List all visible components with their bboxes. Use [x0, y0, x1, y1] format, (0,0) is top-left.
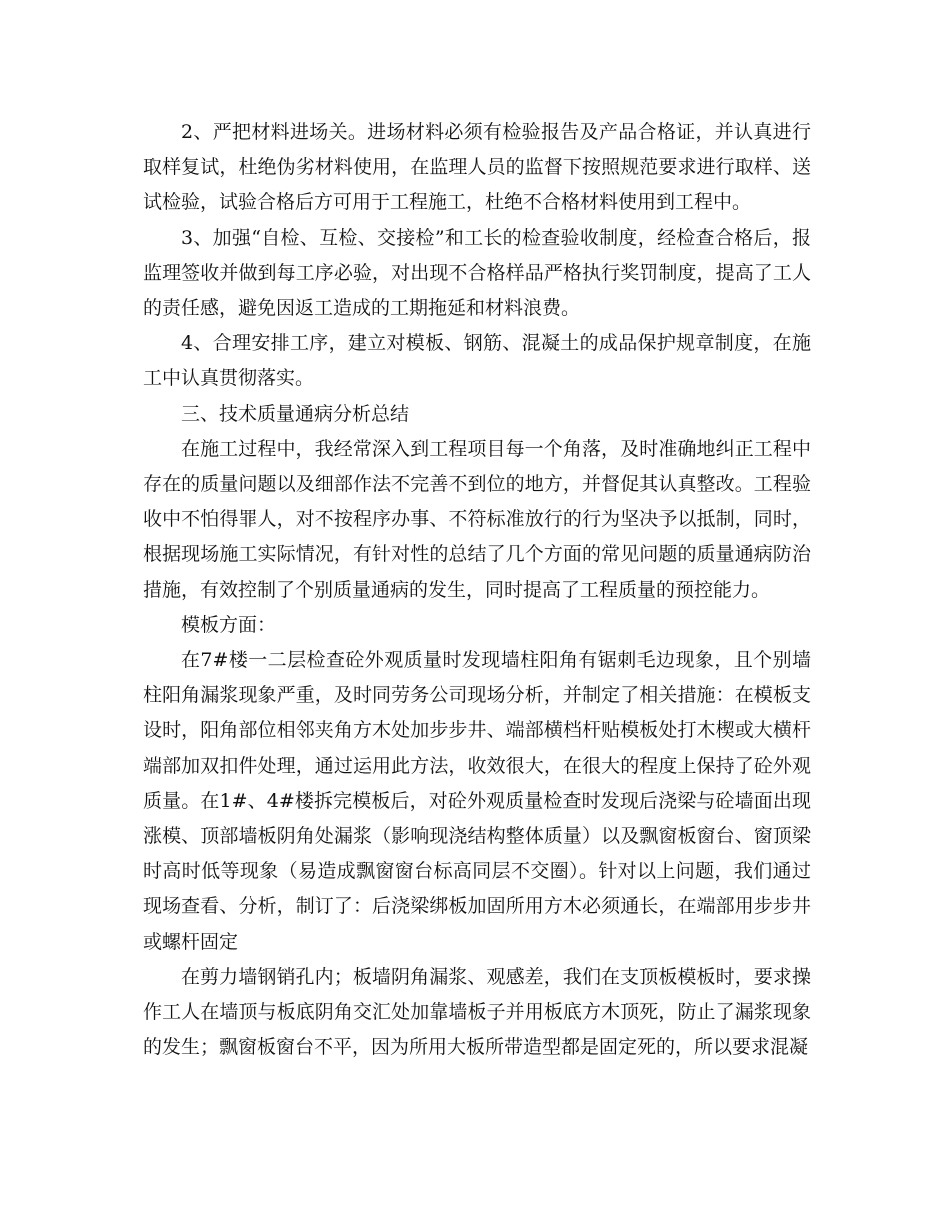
paragraph-construction-process: 在施工过程中，我经常深入到工程项目每一个角落，及时准确地纠正工程中存在的质量问题以及细部作法不完善不到位的地方，并督促其认真整改。工程验收中不怕得罪人，对不按程序办事、不符标准放行的行为坚决予以抵制，同时，根据现场施工实际情况，有针对性的总结了几个方面的常见问题的质量通病防治措施，有效控制了个别质量通病的发生，同时提高了工程质量的预控能力。: [143, 437, 811, 601]
document-body: [143, 115, 811, 1065]
subheading-formwork: 模板方面：: [181, 613, 277, 636]
paragraph-shear-wall: 在剪力墙钢销孔内；板墙阴角漏浆、观感差，我们在支顶板模板时，要求操作工人在墙顶与板底阴角交汇处加靠墙板子并用板底方木顶死，防止了漏浆现象的发生；飘窗板窗台不平，因为所用大板所带造型都是固定死的，所以要求混凝: [143, 965, 811, 1059]
paragraph-process-arrangement: 4、合理安排工序，建立对模板、钢筋、混凝土的成品保护规章制度，在施工中认真贯彻落实。: [143, 332, 811, 390]
paragraph-material-inspection: 2、严把材料进场关。进场材料必须有检验报告及产品合格证，并认真进行取样复试，杜绝伪劣材料使用，在监理人员的监督下按照规范要求进行取样、送试检验，试验合格后方可用于工程施工，杜绝不合格材料使用到工程中。: [143, 121, 811, 214]
paragraph-formwork-issues: 在7#楼一二层检查砼外观质量时发现墙柱阳角有锯刺毛边现象，且个别墙柱阳角漏浆现象严重，及时同劳务公司现场分析，并制定了相关措施：在模板支设时，阳角部位相邻夹角方木处加步步井、端部横档杆贴模板处打木楔或大横杆端部加双扣件处理，通过运用此方法，收效很大，在很大的程度上保持了砼外观质量。在1#、4#楼拆完模板后，对砼外观质量检查时发现后浇梁与砼墙面出现涨模、顶部墙板阴角处漏浆（影响现浇结构整体质量）以及飘窗板窗台、窗顶梁时高时低等现象（易造成飘窗窗台标高同层不交圈）。针对以上问题，我们通过现场查看、分析，制订了：后浇梁绑板加固所用方木必须通长，在端部用步步井或螺杆固定: [143, 649, 811, 953]
paragraph-inspection-system: 3、加强“自检、互检、交接检”和工长的检查验收制度，经检查合格后，报监理签收并做到每工序必验，对出现不合格样品严格执行奖罚制度，提高了工人的责任感，避免因返工造成的工期拖延和材料浪费。: [143, 226, 811, 320]
section-heading-quality-summary: 三、技术质量通病分析总结: [181, 402, 410, 425]
